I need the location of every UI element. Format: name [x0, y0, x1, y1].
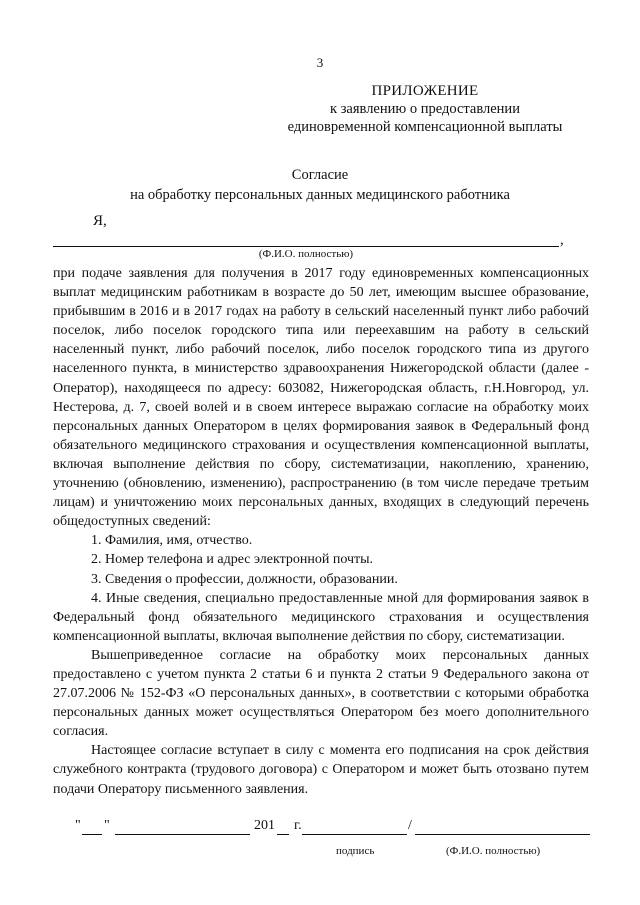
consent-subtitle: на обработку персональных данных медицинского работника: [130, 187, 510, 203]
fio-fill-line: [53, 246, 559, 247]
date-quote-close: ": [104, 818, 110, 833]
year-line: [277, 834, 289, 835]
page-number: 3: [316, 55, 324, 70]
signature-caption: подпись: [336, 845, 375, 857]
date-month-line: [115, 834, 250, 835]
year-prefix: 201: [254, 818, 275, 833]
list-item-1: 1. Фамилия, имя, отчество.: [91, 533, 253, 549]
signature-line: [302, 834, 407, 835]
date-day-line: [82, 834, 102, 835]
consent-heading: [60, 165, 580, 205]
list-item-3: 3. Сведения о профессии, должности, образовании.: [91, 571, 398, 587]
paragraph-main: при подаче заявления для получения в 2017 году единовременных компенсационных выплат медицинским работникам в возрасте до 50 лет, имеющим высшее образование, прибывшим в 2016 и в 2017 годах на работу в сельский населенный пункт либо рабочий поселок, либо поселок городского типа или переехавшим на работу в сельский населенный пункт, либо рабочий поселок, либо поселок городского типа из другого населенного пункта, в министерство здравоохранения Нижегородской области (далее - Оператор), находящееся по адресу: 603082, Нижегородская область, г.Н.Новгород, ул. Нестерова, д. 7, своей волей и в своем интересе выражаю согласие на обработку моих персональных данных Оператором в целях формирования заявок в Федеральный фонд обязательного медицинского страхования и осуществления компенсационной выплаты, включая выполнение действия по сбору, систематизации, накоплению, хранению, уточнению (обновлению, изменению), распространению (в том числе передаче третьим лицам) и уничтожению моих персональных данных, входящих в следующий перечень общедоступных сведений:: [53, 266, 589, 530]
signature-slash: /: [408, 818, 412, 833]
signature-fio-line: [415, 834, 590, 835]
consent-body: [53, 264, 589, 799]
fio-caption: (Ф.И.О. полностью): [258, 248, 354, 260]
appendix-header: [260, 82, 590, 136]
date-quote-open: ": [75, 818, 81, 833]
list-item-2: 2. Номер телефона и адрес электронной почты.: [91, 552, 374, 568]
list-item-4: 4. Иные сведения, специально предоставленные мной для формирования заявок в Федеральный фонд обязательного медицинского страхования и осуществления компенсационной выплаты, включая выполнение действия по сбору, систематизации.: [53, 590, 589, 644]
paragraph-validity: Настоящее согласие вступает в силу с момента его подписания на срок действия служебного контракта (трудового договора) с Оператором и может быть отозвано путем подачи Оператору письменного заявления.: [53, 743, 589, 797]
appendix-line-2: единовременной компенсационной выплаты: [287, 119, 563, 135]
signature-fio-caption: (Ф.И.О. полностью): [446, 845, 541, 857]
year-suffix: г.: [294, 818, 302, 833]
appendix-title: ПРИЛОЖЕНИЕ: [371, 83, 479, 99]
appendix-line-1: к заявлению о предоставлении: [330, 101, 520, 117]
fio-comma: ,: [560, 232, 564, 248]
consent-title: Согласие: [291, 167, 349, 183]
paragraph-law: Вышеприведенное согласие на обработку моих персональных данных предоставлено с учетом пункта 2 статьи 6 и пункта 2 статьи 9 Федерального закона от 27.07.2006 № 152-ФЗ «О персональных данных», в соответствии с которыми обработка персональных данных может осуществляться Оператором без моего дополнительного согласия.: [53, 647, 589, 740]
pronoun-ya: Я,: [93, 213, 107, 229]
